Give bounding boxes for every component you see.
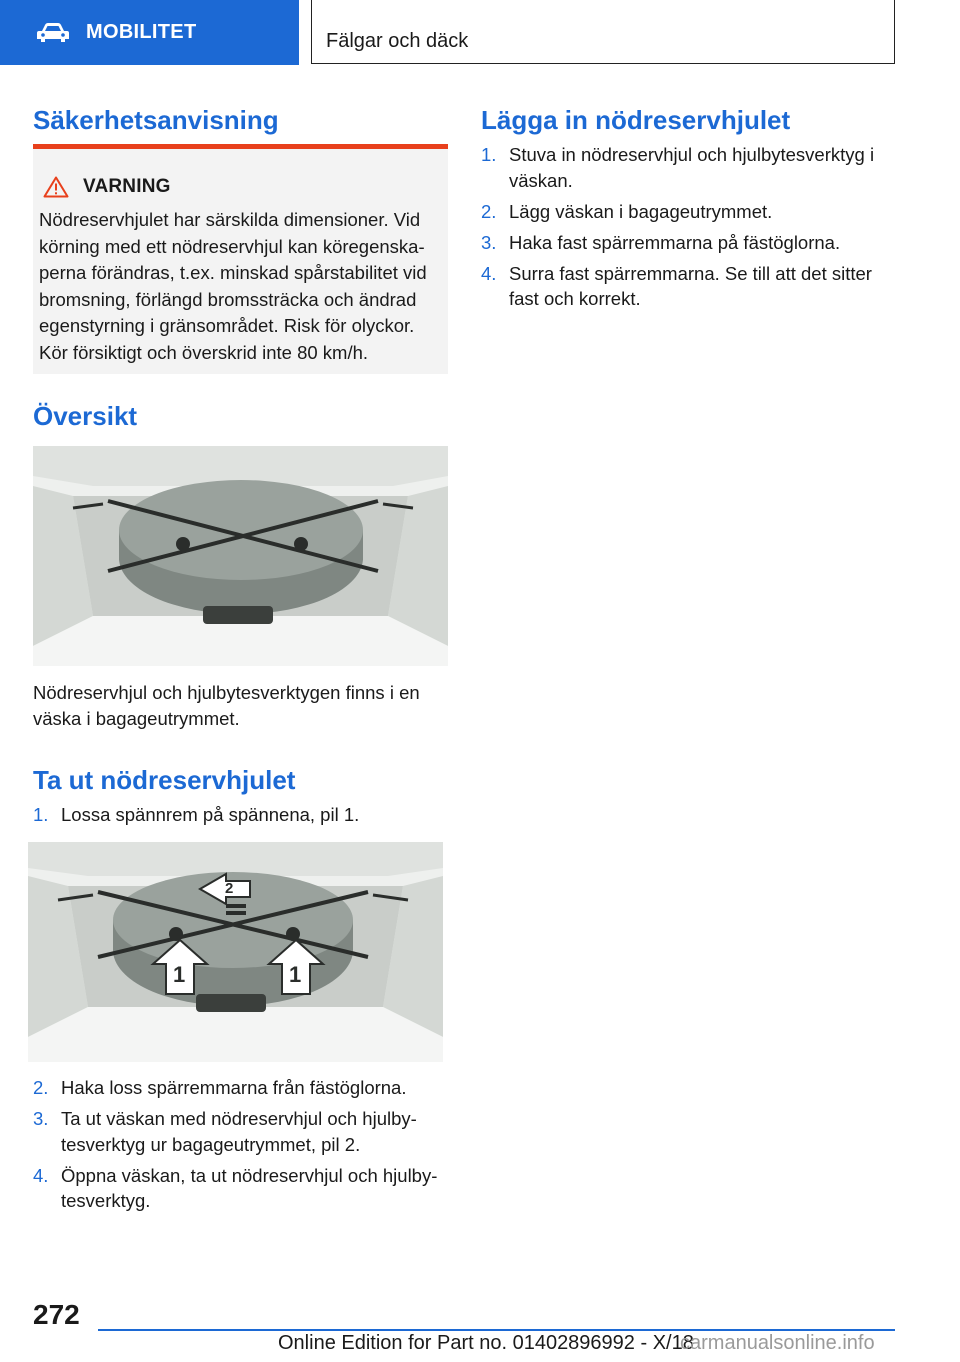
car-icon bbox=[36, 22, 70, 44]
install-steps bbox=[481, 142, 896, 317]
install-heading: Lägga in nödreservhjulet bbox=[481, 105, 791, 135]
step-number: 3. bbox=[481, 231, 497, 253]
warning-text: Nödreservhjulet har särskilda dimensioner. Vid körning med ett nödreservhjul kan köregenska- perna förändras, t.ex. minskad spårstabilitet vid bromsning, förlängd bromssträcka och ändrad egenstyrning i gränsområdet. Risk för olyckor. Kör försiktigt och överskrid inte 80 km/h. bbox=[39, 209, 427, 363]
step-text: Haka fast spärremmarna på fästöglorna. bbox=[509, 231, 841, 253]
overview-heading: Översikt bbox=[33, 401, 138, 431]
step-text: Ta ut väskan med nödreservhjul och hjulby- tesverktyg ur bagageutrymmet, pil 2. bbox=[61, 1108, 417, 1155]
overview-text: Nödreservhjul och hjulbytesverktygen finns i en väska i bagageutrymmet. bbox=[33, 682, 420, 729]
section-tab[interactable] bbox=[0, 0, 299, 65]
footer-divider bbox=[98, 1329, 895, 1331]
step-text: Haka loss spärremmarna från fästöglorna. bbox=[61, 1077, 407, 1098]
step-text: Surra fast spärremmarna. Se till att det sitter fast och korrekt. bbox=[509, 262, 872, 309]
step-number: 3. bbox=[33, 1108, 49, 1129]
step-number: 4. bbox=[481, 262, 497, 284]
step-number: 4. bbox=[33, 1164, 49, 1186]
page-number: 272 bbox=[33, 1299, 80, 1330]
warning-box bbox=[33, 144, 448, 374]
remove-steps-rest bbox=[33, 1075, 448, 1219]
warning-title: VARNING bbox=[83, 176, 171, 197]
list-item bbox=[481, 261, 896, 312]
list-item bbox=[33, 802, 448, 828]
list-item bbox=[33, 1163, 448, 1214]
warning-title-row bbox=[43, 176, 171, 198]
watermark-text[interactable]: carmanualsonline.info bbox=[680, 1332, 875, 1354]
section-title: MOBILITET bbox=[86, 21, 197, 43]
step-number: 2. bbox=[33, 1077, 49, 1098]
remove-steps-first bbox=[33, 802, 448, 833]
trunk-removal-image bbox=[28, 842, 443, 1062]
step-text: Lossa spännrem på spännena, pil 1. bbox=[61, 804, 360, 825]
step-text: Lägg väskan i bagageutrymmet. bbox=[509, 200, 773, 222]
chapter-title: Fälgar och däck bbox=[326, 30, 469, 52]
warning-triangle-icon bbox=[43, 176, 69, 198]
step-text: Öppna väskan, ta ut nödreservhjul och hjulby- tesverktyg. bbox=[61, 1164, 438, 1211]
list-item bbox=[481, 199, 896, 225]
step-text: Stuva in nödreservhjul och hjulbytesverktyg i väskan. bbox=[509, 144, 875, 191]
list-item bbox=[33, 1106, 448, 1157]
arrow-label-1-right: 1 bbox=[289, 962, 302, 987]
trunk-overview-image bbox=[33, 446, 448, 666]
step-number: 1. bbox=[33, 804, 49, 825]
arrow-label-2: 2 bbox=[225, 880, 234, 897]
remove-heading: Ta ut nödreservhjulet bbox=[33, 765, 296, 795]
step-number: 2. bbox=[481, 200, 497, 222]
edition-text: Online Edition for Part no. 01402896992 - X/18 bbox=[278, 1332, 694, 1354]
safety-heading: Säkerhetsanvisning bbox=[33, 105, 279, 135]
list-item bbox=[33, 1075, 448, 1101]
list-item bbox=[481, 142, 896, 193]
list-item bbox=[481, 230, 896, 256]
chapter-header bbox=[311, 0, 895, 64]
step-number: 1. bbox=[481, 144, 497, 165]
arrow-label-1-left: 1 bbox=[173, 962, 186, 987]
